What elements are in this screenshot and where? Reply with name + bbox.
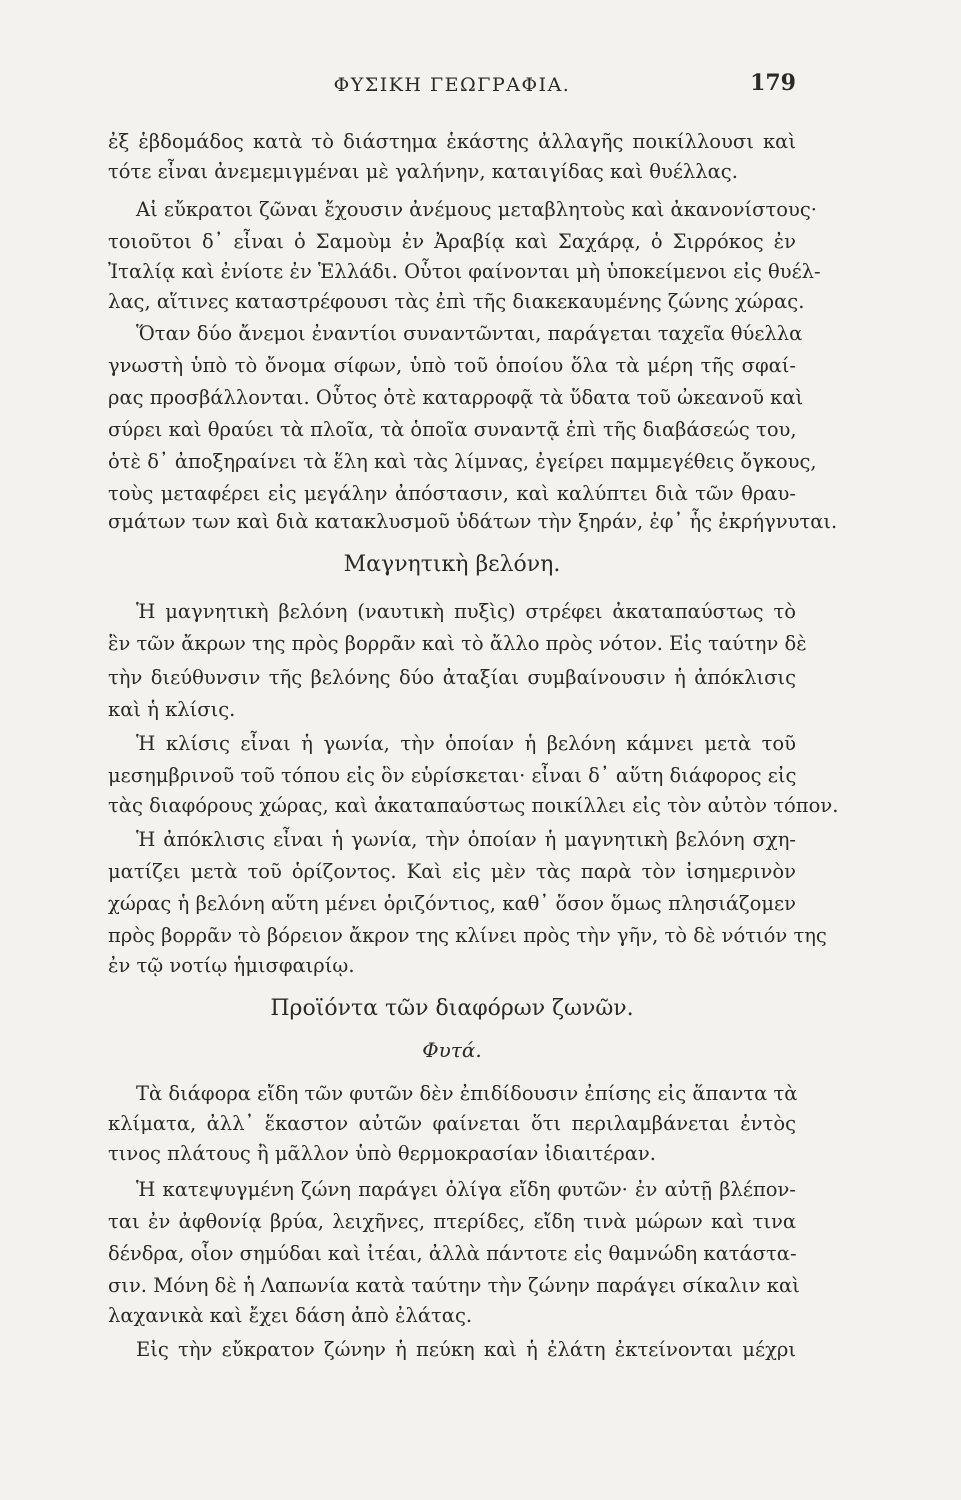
- text-line: μεσημβρινοῦ τοῦ τόπου εἰς ὃν εὑρίσκεται· εἶναι δ᾽ αὕτη διάφορος εἰς: [108, 764, 797, 787]
- text-line: τότε εἶναι ἀνεμεμιγμέναι μὲ γαλήνην, καταιγίδας καὶ θυέλλας.: [108, 160, 738, 183]
- text-line: ἓν τῶν ἄκρων της πρὸς βορρᾶν καὶ τὸ ἄλλο πρὸς νότον. Εἰς ταύτην δὲ: [108, 632, 807, 655]
- running-title: ΦΥΣΙΚΗ ΓΕΩΓΡΑΦΙΑ.: [333, 74, 571, 96]
- text-line: Τὰ διάφορα εἴδη τῶν φυτῶν δὲν ἐπιδίδουσιν ἐπίσης εἰς ἅπαντα τὰ: [136, 1082, 798, 1105]
- text-line: δένδρα, οἷον σημύδαι καὶ ἰτέαι, ἀλλὰ πάντοτε εἰς θαμνώδη κατάστα-: [108, 1242, 797, 1265]
- text-line: Ἰταλίᾳ καὶ ἐνίοτε ἐν Ἑλλάδι. Οὗτοι φαίνονται μὴ ὑποκείμενοι εἰς θυέλ-: [108, 260, 821, 283]
- text-line: ἐν τῷ νοτίῳ ἡμισφαιρίῳ.: [108, 954, 355, 977]
- subsection-heading-plants: Φυτά.: [422, 1038, 482, 1062]
- text-line: γνωστὴ ὑπὸ τὸ ὄνομα σίφων, ὑπὸ τοῦ ὁποίου ὅλα τὰ μέρη τῆς σφαί-: [108, 354, 796, 377]
- text-line: κλίματα, ἀλλ᾽ ἕκαστον αὐτῶν φαίνεται ὅτι περιλαμβάνεται ἐντὸς: [108, 1112, 796, 1135]
- text-line: σύρει καὶ θραύει τὰ πλοῖα, τὰ ὁποῖα συναντᾷ ἐπὶ τῆς διαβάσεώς του,: [108, 418, 797, 441]
- text-line: Εἰς τὴν εὔκρατον ζώνην ἡ πεύκη καὶ ἡ ἐλάτη ἐκτείνονται μέχρι: [136, 1338, 796, 1361]
- text-line: σιν. Μόνη δὲ ἡ Λαπωνία κατὰ ταύτην τὴν ζώνην παράγει σίκαλιν καὶ: [108, 1274, 800, 1297]
- text-line: σμάτων των καὶ διὰ κατακλυσμοῦ ὑδάτων τὴν ξηράν, ἐφ᾽ ἧς ἐκρήγνυται.: [108, 510, 838, 533]
- text-line: Αἱ εὔκρατοι ζῶναι ἔχουσιν ἀνέμους μεταβλητοὺς καὶ ἀκανονίστους·: [136, 198, 817, 221]
- page-number: 179: [750, 70, 796, 96]
- text-line: τινος πλάτους ἢ μᾶλλον ὑπὸ θερμοκρασίαν ἰδιαιτέραν.: [108, 1142, 656, 1165]
- text-line: χώρας ἡ βελόνη αὕτη μένει ὁριζόντιος, καθ᾽ ὅσον ὅμως πλησιάζομεν: [108, 892, 796, 915]
- text-line: τὴν διεύθυνσιν τῆς βελόνης δύο ἀταξίαι συμβαίνουσιν ἡ ἀπόκλισις: [108, 666, 796, 689]
- text-line: Ἡ ἀπόκλισις εἶναι ἡ γωνία, τὴν ὁποίαν ἡ μαγνητικὴ βελόνη σχη-: [136, 828, 796, 851]
- text-line: ματίζει μετὰ τοῦ ὁρίζοντος. Καὶ εἰς μὲν τὰς παρὰ τὸν ἰσημερινὸν: [108, 860, 796, 883]
- section-heading-products-of-zones: Προϊόντα τῶν διαφόρων ζωνῶν.: [270, 996, 634, 1021]
- section-heading-magnetic-needle: Μαγνητικὴ βελόνη.: [343, 552, 561, 577]
- text-line: καὶ ἡ κλίσις.: [108, 698, 236, 721]
- text-line: ἐξ ἑβδομάδος κατὰ τὸ διάστημα ἑκάστης ἀλλαγῆς ποικίλλουσι καὶ: [108, 130, 796, 153]
- text-line: ρας προσβάλλονται. Οὗτος ὁτὲ καταρροφᾷ τὰ ὕδατα τοῦ ὠκεανοῦ καὶ: [108, 386, 804, 409]
- text-line: ται ἐν ἀφθονίᾳ βρύα, λειχῆνες, πτερίδες, εἴδη τινὰ μώρων καὶ τινα: [108, 1210, 796, 1233]
- text-line: Ἡ μαγνητικὴ βελόνη (ναυτικὴ πυξὶς) στρέφει ἀκαταπαύστως τὸ: [136, 600, 796, 623]
- text-line: πρὸς βορρᾶν τὸ βόρειον ἄκρον της κλίνει πρὸς τὴν γῆν, τὸ δὲ νότιόν της: [108, 924, 827, 947]
- text-line: ὁτὲ δ᾽ ἀποξηραίνει τὰ ἕλη καὶ τὰς λίμνας, ἐγείρει παμμεγέθεις ὄγκους,: [108, 450, 817, 473]
- page-header: [108, 70, 796, 108]
- text-line: Ἡ κλίσις εἶναι ἡ γωνία, τὴν ὁποίαν ἡ βελόνη κάμνει μετὰ τοῦ: [136, 732, 796, 755]
- text-line: τοὺς μεταφέρει εἰς μεγάλην ἀπόστασιν, καὶ καλύπτει διὰ τῶν θραυ-: [108, 482, 796, 505]
- text-line: λας, αἵτινες καταστρέφουσι τὰς ἐπὶ τῆς διακεκαυμένης ζώνης χώρας.: [108, 290, 805, 313]
- text-line: λαχανικὰ καὶ ἔχει δάση ἀπὸ ἐλάτας.: [108, 1304, 473, 1327]
- text-line: τὰς διαφόρους χώρας, καὶ ἀκαταπαύστως ποικίλλει εἰς τὸν αὐτὸν τόπον.: [108, 794, 839, 817]
- text-line: τοιοῦτοι δ᾽ εἶναι ὁ Σαμοὺμ ἐν Ἀραβίᾳ καὶ Σαχάρᾳ, ὁ Σιρρόκος ἐν: [108, 230, 796, 253]
- text-line: Ὅταν δύο ἄνεμοι ἐναντίοι συναντῶνται, παράγεται ταχεῖα θύελλα: [136, 322, 803, 345]
- text-line: Ἡ κατεψυγμένη ζώνη παράγει ὀλίγα εἴδη φυτῶν· ἐν αὐτῇ βλέπον-: [136, 1178, 796, 1201]
